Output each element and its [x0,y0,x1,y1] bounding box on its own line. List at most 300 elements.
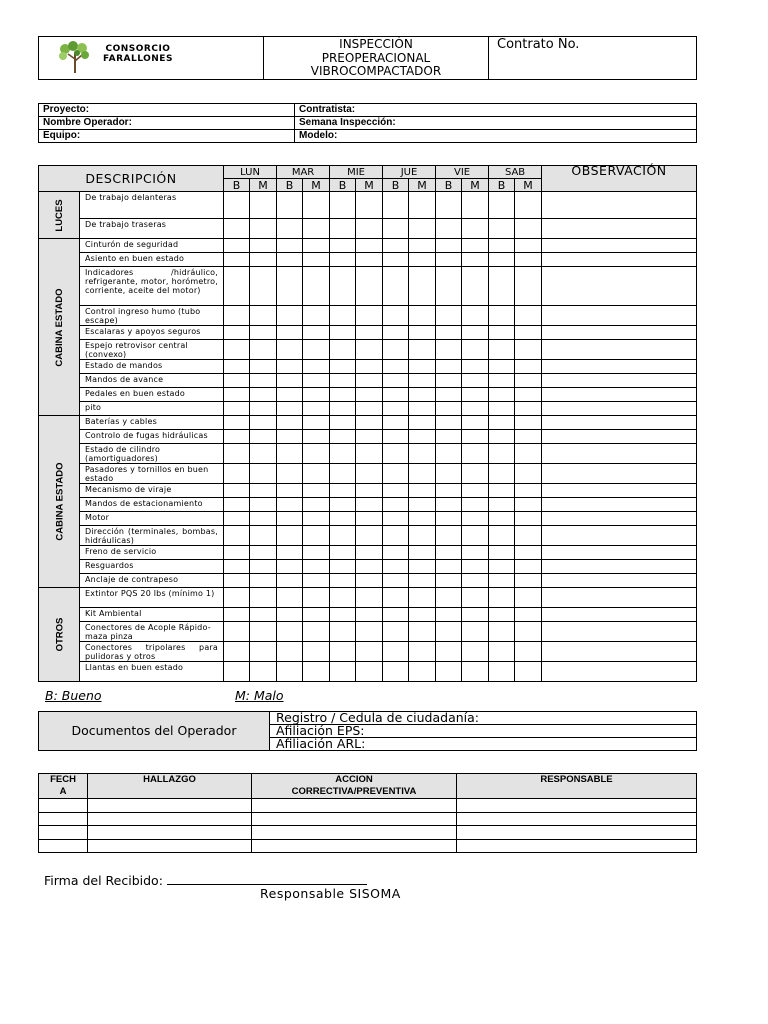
malo-check-cell[interactable] [462,512,489,526]
observation-cell[interactable] [542,464,697,484]
malo-check-cell[interactable] [303,484,330,498]
bueno-check-cell[interactable] [224,588,250,608]
bueno-check-cell[interactable] [277,608,303,622]
malo-check-cell[interactable] [462,464,489,484]
bueno-check-cell[interactable] [436,464,462,484]
bueno-check-cell[interactable] [489,239,515,253]
bueno-check-cell[interactable] [224,267,250,306]
malo-check-cell[interactable] [515,498,542,512]
bueno-check-cell[interactable] [224,239,250,253]
bueno-check-cell[interactable] [224,360,250,374]
bueno-check-cell[interactable] [436,588,462,608]
malo-check-cell[interactable] [409,360,436,374]
malo-check-cell[interactable] [303,306,330,326]
malo-check-cell[interactable] [250,484,277,498]
malo-check-cell[interactable] [303,464,330,484]
bueno-check-cell[interactable] [330,360,356,374]
bueno-check-cell[interactable] [224,219,250,239]
bueno-check-cell[interactable] [277,430,303,444]
malo-check-cell[interactable] [515,267,542,306]
bueno-check-cell[interactable] [436,560,462,574]
malo-check-cell[interactable] [356,267,383,306]
malo-check-cell[interactable] [409,326,436,340]
bueno-check-cell[interactable] [277,574,303,588]
bueno-check-cell[interactable] [277,662,303,682]
bueno-check-cell[interactable] [383,267,409,306]
malo-check-cell[interactable] [303,622,330,642]
observation-cell[interactable] [542,340,697,360]
malo-check-cell[interactable] [515,340,542,360]
bueno-check-cell[interactable] [330,588,356,608]
malo-check-cell[interactable] [409,526,436,546]
malo-check-cell[interactable] [356,484,383,498]
bueno-check-cell[interactable] [383,588,409,608]
bueno-check-cell[interactable] [383,662,409,682]
bueno-check-cell[interactable] [277,512,303,526]
bueno-check-cell[interactable] [277,444,303,464]
bueno-check-cell[interactable] [330,512,356,526]
bueno-check-cell[interactable] [224,662,250,682]
malo-check-cell[interactable] [303,416,330,430]
bueno-check-cell[interactable] [224,574,250,588]
responsable-cell[interactable] [457,839,697,853]
bueno-check-cell[interactable] [330,239,356,253]
malo-check-cell[interactable] [515,253,542,267]
bueno-check-cell[interactable] [383,192,409,219]
bueno-check-cell[interactable] [330,374,356,388]
bueno-check-cell[interactable] [224,253,250,267]
malo-check-cell[interactable] [250,267,277,306]
bueno-check-cell[interactable] [277,219,303,239]
bueno-check-cell[interactable] [436,642,462,662]
malo-check-cell[interactable] [409,512,436,526]
observation-cell[interactable] [542,484,697,498]
malo-check-cell[interactable] [462,574,489,588]
malo-check-cell[interactable] [462,388,489,402]
bueno-check-cell[interactable] [383,464,409,484]
bueno-check-cell[interactable] [489,574,515,588]
bueno-check-cell[interactable] [224,498,250,512]
bueno-check-cell[interactable] [436,444,462,464]
observation-cell[interactable] [542,267,697,306]
malo-check-cell[interactable] [250,662,277,682]
bueno-check-cell[interactable] [330,560,356,574]
bueno-check-cell[interactable] [383,546,409,560]
observation-cell[interactable] [542,253,697,267]
malo-check-cell[interactable] [250,526,277,546]
bueno-check-cell[interactable] [277,498,303,512]
malo-check-cell[interactable] [515,608,542,622]
malo-check-cell[interactable] [356,360,383,374]
bueno-check-cell[interactable] [383,239,409,253]
malo-check-cell[interactable] [356,219,383,239]
malo-check-cell[interactable] [303,326,330,340]
malo-check-cell[interactable] [250,464,277,484]
bueno-check-cell[interactable] [383,430,409,444]
malo-check-cell[interactable] [515,306,542,326]
bueno-check-cell[interactable] [489,642,515,662]
malo-check-cell[interactable] [303,253,330,267]
bueno-check-cell[interactable] [277,526,303,546]
bueno-check-cell[interactable] [489,622,515,642]
malo-check-cell[interactable] [409,340,436,360]
malo-check-cell[interactable] [462,239,489,253]
bueno-check-cell[interactable] [383,306,409,326]
bueno-check-cell[interactable] [224,608,250,622]
bueno-check-cell[interactable] [489,526,515,546]
malo-check-cell[interactable] [462,662,489,682]
malo-check-cell[interactable] [356,642,383,662]
malo-check-cell[interactable] [303,267,330,306]
bueno-check-cell[interactable] [489,326,515,340]
observation-cell[interactable] [542,622,697,642]
bueno-check-cell[interactable] [489,588,515,608]
responsable-cell[interactable] [457,812,697,826]
malo-check-cell[interactable] [250,444,277,464]
malo-check-cell[interactable] [356,306,383,326]
bueno-check-cell[interactable] [489,402,515,416]
malo-check-cell[interactable] [515,326,542,340]
malo-check-cell[interactable] [303,574,330,588]
malo-check-cell[interactable] [462,402,489,416]
malo-check-cell[interactable] [409,430,436,444]
bueno-check-cell[interactable] [224,464,250,484]
registro-field[interactable]: Registro / Cedula de ciudadanía: [270,712,697,725]
malo-check-cell[interactable] [409,267,436,306]
malo-check-cell[interactable] [250,253,277,267]
hallazgo-cell[interactable] [88,839,252,853]
malo-check-cell[interactable] [250,219,277,239]
malo-check-cell[interactable] [462,360,489,374]
malo-check-cell[interactable] [303,374,330,388]
malo-check-cell[interactable] [462,374,489,388]
bueno-check-cell[interactable] [383,326,409,340]
malo-check-cell[interactable] [409,464,436,484]
bueno-check-cell[interactable] [330,464,356,484]
bueno-check-cell[interactable] [383,416,409,430]
malo-check-cell[interactable] [303,662,330,682]
bueno-check-cell[interactable] [330,444,356,464]
bueno-check-cell[interactable] [489,388,515,402]
malo-check-cell[interactable] [356,239,383,253]
malo-check-cell[interactable] [409,388,436,402]
malo-check-cell[interactable] [462,192,489,219]
eps-field[interactable]: Afiliación EPS: [270,725,697,738]
bueno-check-cell[interactable] [330,253,356,267]
malo-check-cell[interactable] [409,588,436,608]
malo-check-cell[interactable] [409,608,436,622]
bueno-check-cell[interactable] [224,546,250,560]
malo-check-cell[interactable] [250,430,277,444]
bueno-check-cell[interactable] [436,484,462,498]
contract-number-field[interactable]: Contrato No. [489,37,697,80]
bueno-check-cell[interactable] [489,374,515,388]
malo-check-cell[interactable] [409,219,436,239]
malo-check-cell[interactable] [250,588,277,608]
bueno-check-cell[interactable] [277,484,303,498]
malo-check-cell[interactable] [515,546,542,560]
malo-check-cell[interactable] [409,484,436,498]
bueno-check-cell[interactable] [224,326,250,340]
malo-check-cell[interactable] [356,416,383,430]
malo-check-cell[interactable] [250,498,277,512]
bueno-check-cell[interactable] [436,239,462,253]
malo-check-cell[interactable] [356,498,383,512]
bueno-check-cell[interactable] [436,512,462,526]
malo-check-cell[interactable] [409,239,436,253]
fecha-cell[interactable] [39,826,88,840]
bueno-check-cell[interactable] [330,192,356,219]
malo-check-cell[interactable] [462,326,489,340]
malo-check-cell[interactable] [409,546,436,560]
malo-check-cell[interactable] [356,608,383,622]
malo-check-cell[interactable] [515,574,542,588]
malo-check-cell[interactable] [250,374,277,388]
bueno-check-cell[interactable] [277,588,303,608]
signature-line[interactable]: Firma del Recibido: [44,873,367,888]
malo-check-cell[interactable] [515,239,542,253]
bueno-check-cell[interactable] [277,253,303,267]
bueno-check-cell[interactable] [277,388,303,402]
malo-check-cell[interactable] [462,526,489,546]
bueno-check-cell[interactable] [277,267,303,306]
bueno-check-cell[interactable] [489,484,515,498]
bueno-check-cell[interactable] [436,306,462,326]
observation-cell[interactable] [542,360,697,374]
observation-cell[interactable] [542,219,697,239]
bueno-check-cell[interactable] [383,402,409,416]
bueno-check-cell[interactable] [277,464,303,484]
malo-check-cell[interactable] [409,560,436,574]
bueno-check-cell[interactable] [489,608,515,622]
malo-check-cell[interactable] [462,622,489,642]
bueno-check-cell[interactable] [436,498,462,512]
malo-check-cell[interactable] [462,498,489,512]
bueno-check-cell[interactable] [277,306,303,326]
bueno-check-cell[interactable] [277,239,303,253]
bueno-check-cell[interactable] [224,430,250,444]
malo-check-cell[interactable] [462,219,489,239]
malo-check-cell[interactable] [515,430,542,444]
malo-check-cell[interactable] [250,402,277,416]
observation-cell[interactable] [542,608,697,622]
malo-check-cell[interactable] [409,416,436,430]
bueno-check-cell[interactable] [489,444,515,464]
bueno-check-cell[interactable] [489,192,515,219]
bueno-check-cell[interactable] [277,374,303,388]
malo-check-cell[interactable] [303,239,330,253]
malo-check-cell[interactable] [409,642,436,662]
observation-cell[interactable] [542,402,697,416]
bueno-check-cell[interactable] [489,253,515,267]
bueno-check-cell[interactable] [330,662,356,682]
malo-check-cell[interactable] [356,526,383,546]
malo-check-cell[interactable] [515,416,542,430]
bueno-check-cell[interactable] [224,374,250,388]
hallazgo-cell[interactable] [88,799,252,813]
malo-check-cell[interactable] [409,498,436,512]
bueno-check-cell[interactable] [489,498,515,512]
bueno-check-cell[interactable] [383,374,409,388]
bueno-check-cell[interactable] [224,642,250,662]
bueno-check-cell[interactable] [436,360,462,374]
malo-check-cell[interactable] [303,546,330,560]
bueno-check-cell[interactable] [277,192,303,219]
malo-check-cell[interactable] [356,388,383,402]
bueno-check-cell[interactable] [330,484,356,498]
malo-check-cell[interactable] [409,574,436,588]
bueno-check-cell[interactable] [277,642,303,662]
bueno-check-cell[interactable] [277,560,303,574]
malo-check-cell[interactable] [515,192,542,219]
malo-check-cell[interactable] [515,402,542,416]
bueno-check-cell[interactable] [436,374,462,388]
malo-check-cell[interactable] [462,430,489,444]
bueno-check-cell[interactable] [383,444,409,464]
malo-check-cell[interactable] [515,526,542,546]
bueno-check-cell[interactable] [436,574,462,588]
observation-cell[interactable] [542,512,697,526]
fecha-cell[interactable] [39,839,88,853]
malo-check-cell[interactable] [356,444,383,464]
malo-check-cell[interactable] [462,444,489,464]
observation-cell[interactable] [542,306,697,326]
bueno-check-cell[interactable] [383,484,409,498]
malo-check-cell[interactable] [356,430,383,444]
bueno-check-cell[interactable] [224,484,250,498]
equipo-field[interactable]: Equipo: [39,130,295,143]
malo-check-cell[interactable] [356,340,383,360]
bueno-check-cell[interactable] [330,622,356,642]
bueno-check-cell[interactable] [277,622,303,642]
malo-check-cell[interactable] [303,340,330,360]
malo-check-cell[interactable] [409,253,436,267]
bueno-check-cell[interactable] [489,546,515,560]
malo-check-cell[interactable] [409,374,436,388]
bueno-check-cell[interactable] [436,430,462,444]
bueno-check-cell[interactable] [330,326,356,340]
malo-check-cell[interactable] [303,608,330,622]
bueno-check-cell[interactable] [224,512,250,526]
bueno-check-cell[interactable] [436,608,462,622]
malo-check-cell[interactable] [515,360,542,374]
malo-check-cell[interactable] [356,588,383,608]
observation-cell[interactable] [542,588,697,608]
malo-check-cell[interactable] [250,192,277,219]
bueno-check-cell[interactable] [383,622,409,642]
malo-check-cell[interactable] [409,662,436,682]
bueno-check-cell[interactable] [330,219,356,239]
malo-check-cell[interactable] [250,546,277,560]
bueno-check-cell[interactable] [330,574,356,588]
bueno-check-cell[interactable] [436,526,462,546]
malo-check-cell[interactable] [250,340,277,360]
malo-check-cell[interactable] [409,306,436,326]
bueno-check-cell[interactable] [489,560,515,574]
observation-cell[interactable] [542,326,697,340]
bueno-check-cell[interactable] [330,546,356,560]
bueno-check-cell[interactable] [330,416,356,430]
malo-check-cell[interactable] [303,588,330,608]
malo-check-cell[interactable] [250,239,277,253]
malo-check-cell[interactable] [303,402,330,416]
malo-check-cell[interactable] [356,374,383,388]
observation-cell[interactable] [542,498,697,512]
malo-check-cell[interactable] [303,219,330,239]
malo-check-cell[interactable] [462,267,489,306]
bueno-check-cell[interactable] [330,340,356,360]
bueno-check-cell[interactable] [330,498,356,512]
bueno-check-cell[interactable] [383,574,409,588]
bueno-check-cell[interactable] [436,546,462,560]
bueno-check-cell[interactable] [436,622,462,642]
malo-check-cell[interactable] [462,608,489,622]
bueno-check-cell[interactable] [277,326,303,340]
malo-check-cell[interactable] [409,192,436,219]
bueno-check-cell[interactable] [224,526,250,546]
malo-check-cell[interactable] [250,326,277,340]
bueno-check-cell[interactable] [383,512,409,526]
malo-check-cell[interactable] [356,574,383,588]
bueno-check-cell[interactable] [436,326,462,340]
malo-check-cell[interactable] [303,388,330,402]
bueno-check-cell[interactable] [224,444,250,464]
malo-check-cell[interactable] [356,402,383,416]
malo-check-cell[interactable] [515,642,542,662]
bueno-check-cell[interactable] [489,464,515,484]
malo-check-cell[interactable] [409,622,436,642]
bueno-check-cell[interactable] [330,430,356,444]
malo-check-cell[interactable] [356,253,383,267]
malo-check-cell[interactable] [515,374,542,388]
bueno-check-cell[interactable] [436,192,462,219]
malo-check-cell[interactable] [515,464,542,484]
malo-check-cell[interactable] [303,430,330,444]
bueno-check-cell[interactable] [383,608,409,622]
bueno-check-cell[interactable] [436,416,462,430]
bueno-check-cell[interactable] [383,219,409,239]
malo-check-cell[interactable] [356,622,383,642]
bueno-check-cell[interactable] [436,340,462,360]
malo-check-cell[interactable] [515,388,542,402]
malo-check-cell[interactable] [515,662,542,682]
responsable-cell[interactable] [457,826,697,840]
malo-check-cell[interactable] [515,560,542,574]
malo-check-cell[interactable] [250,416,277,430]
malo-check-cell[interactable] [356,192,383,219]
bueno-check-cell[interactable] [489,306,515,326]
bueno-check-cell[interactable] [489,430,515,444]
observation-cell[interactable] [542,374,697,388]
bueno-check-cell[interactable] [489,267,515,306]
malo-check-cell[interactable] [462,253,489,267]
malo-check-cell[interactable] [462,642,489,662]
malo-check-cell[interactable] [409,402,436,416]
bueno-check-cell[interactable] [330,642,356,662]
semana-field[interactable]: Semana Inspección: [295,117,697,130]
bueno-check-cell[interactable] [224,622,250,642]
bueno-check-cell[interactable] [224,416,250,430]
bueno-check-cell[interactable] [436,662,462,682]
observation-cell[interactable] [542,560,697,574]
accion-cell[interactable] [252,826,457,840]
bueno-check-cell[interactable] [436,267,462,306]
responsable-cell[interactable] [457,799,697,813]
malo-check-cell[interactable] [356,662,383,682]
malo-check-cell[interactable] [303,444,330,464]
bueno-check-cell[interactable] [436,219,462,239]
malo-check-cell[interactable] [250,608,277,622]
